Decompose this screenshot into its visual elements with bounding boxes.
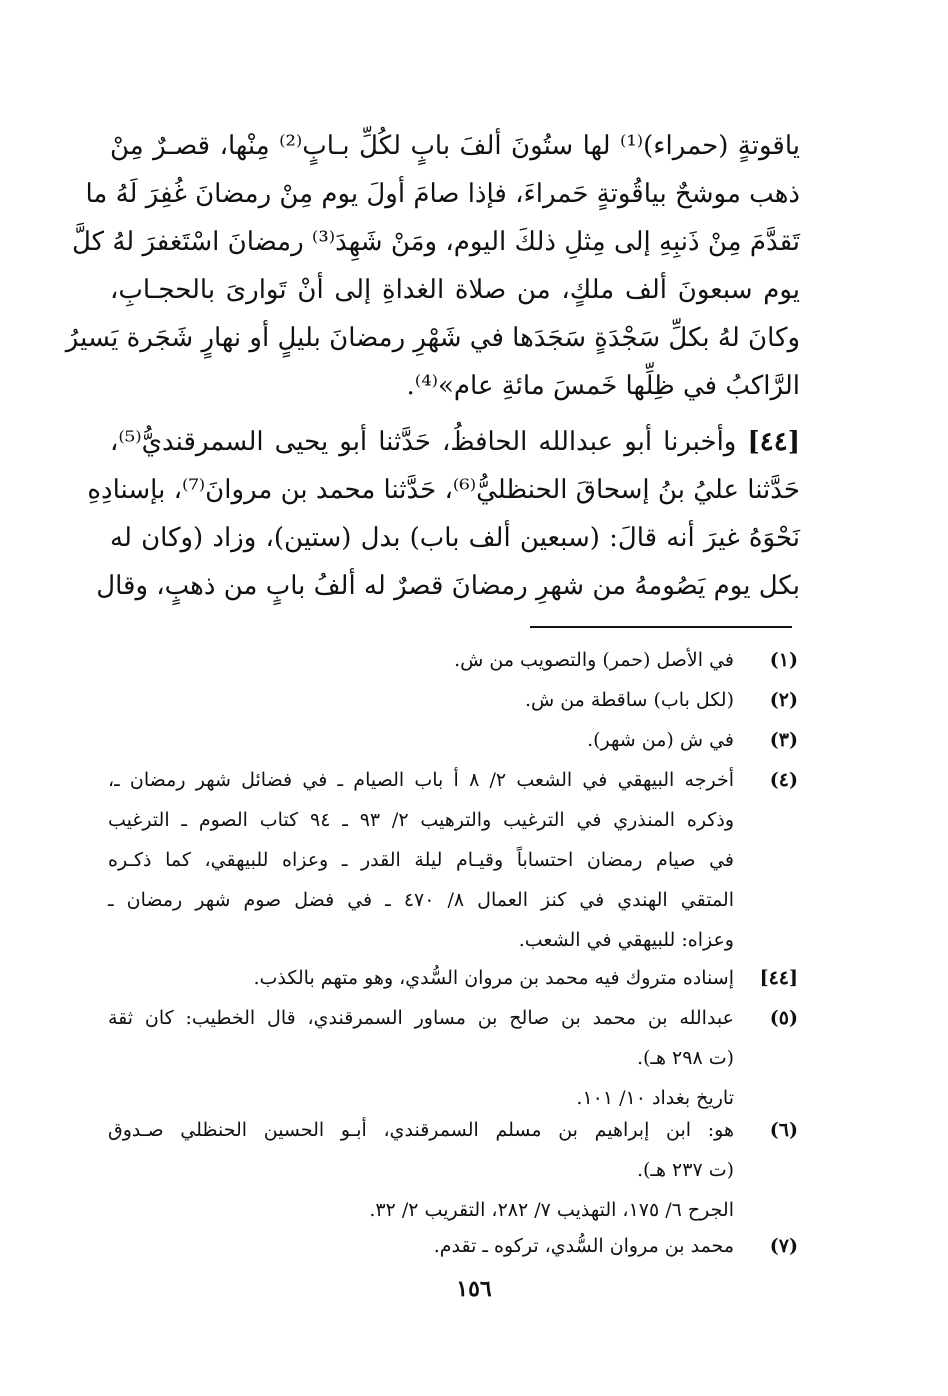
- main-text-line: الرَّاكبُ في ظِلِّها خَمسَ مائةِ عام»⁽⁴⁾.: [406, 371, 800, 401]
- footnote-text: [108, 1226, 734, 1266]
- footnote-line: في ش (من شهر).: [587, 729, 734, 751]
- main-text-line: نَحْوَهُ غيرَ أنه قالَ: (سبعين ألف باب) بدل (ستين)، وزاد (وكان له: [110, 523, 800, 553]
- footnote-line: وعزاه: للبيهقي في الشعب.: [518, 929, 734, 951]
- footnote-text: [108, 1110, 734, 1230]
- footnote-number: (٧): [769, 1235, 798, 1257]
- footnote-line: في صيام رمضان احتساباً وقيـام ليلة القدر ـ وعزاه للبيهقي، كما ذكـره: [108, 849, 734, 871]
- footnote-4: [108, 760, 798, 960]
- footnote-line: أخرجه البيهقي في الشعب ٢/ ٨ أ باب الصيام ـ في فضائل شهر رمضان ـ،: [108, 769, 734, 791]
- footnote-number: (٣): [769, 729, 798, 751]
- main-text-line: تَقدَّمَ مِنْ ذَنبِهِ إلى مِثلِ ذلكَ اليوم، ومَنْ شَهِدَ⁽³⁾ رمضانَ اسْتَغفرَ لهُ كلَّ: [71, 227, 800, 257]
- footnote-text: [108, 680, 734, 720]
- hadith-line-text: وأخبرنا أبو عبدالله الحافظُ، حَدَّثنا أبو يحيى السمرقنديُّ⁽⁵⁾،: [110, 427, 737, 457]
- footnote-3: [108, 720, 798, 760]
- footnote-number: (٥): [769, 1007, 798, 1029]
- footnote-text: [108, 640, 734, 680]
- footnote-text: [108, 998, 734, 1118]
- footnote-number: (١): [769, 649, 798, 671]
- footnote-line: (ت ٢٣٧ هـ).: [636, 1159, 734, 1181]
- footnote-line: عبدالله بن محمد بن صالح بن مساور السمرقندي، قال الخطيب: كان ثقة: [108, 1007, 734, 1029]
- footnote-number: [٤٤]: [759, 967, 798, 989]
- hadith-number: [٤٤]: [747, 427, 800, 457]
- footnote-text: [108, 958, 734, 998]
- footnote-6: [108, 1110, 798, 1230]
- footnote-line: (لكل باب) ساقطة من ش.: [524, 689, 734, 711]
- main-text-line: ذهب موشحٌ بياقُوتةٍ حَمراءَ، فإذا صامَ أولَ يوم مِنْ رمضانَ غُفِرَ لَهُ ما: [85, 179, 800, 209]
- main-text-line: بكل يوم يَصُومهُ من شهرِ رمضانَ قصرٌ له ألفُ بابٍ من ذهبٍ، وقال: [96, 571, 800, 601]
- footnote-separator: [530, 626, 792, 628]
- main-text-line: وكانَ لهُ بكلِّ سَجْدَةٍ سَجَدَها في شَهْرِ رمضانَ بليلٍ أو نهارٍ شَجَرة يَسيرُ: [65, 323, 800, 353]
- footnote-line: تاريخ بغداد ١٠/ ١٠١.: [576, 1087, 734, 1109]
- footnote-7: [108, 1226, 798, 1266]
- footnote-number: (٤): [769, 769, 798, 791]
- footnote-2: [108, 680, 798, 720]
- page-number: ١٥٦: [456, 1276, 492, 1302]
- footnote-line: هو: ابن إبراهيم بن مسلم السمرقندي، أبـو الحسين الحنظلي صـدوق: [108, 1119, 734, 1141]
- main-text-line: ياقوتةٍ (حمراء)⁽¹⁾ لها ستُونَ ألفَ بابٍ لكُلِّ بـابٍ⁽²⁾ مِنْها، قصـرٌ مِنْ: [110, 131, 800, 161]
- footnote-5: [108, 998, 798, 1118]
- footnote-44: [108, 958, 798, 998]
- footnote-number: (٢): [769, 689, 798, 711]
- footnote-text: [108, 720, 734, 760]
- hadith-44-first-line: [110, 418, 800, 466]
- footnote-1: [108, 640, 798, 680]
- footnote-line: الجرح ٦/ ١٧٥، التهذيب ٧/ ٢٨٢، التقريب ٢/ ٣٢.: [369, 1199, 734, 1221]
- footnote-line: المتقي الهندي في كنز العمال ٨/ ٤٧٠ ـ في فضل صوم شهر رمضان ـ: [108, 889, 734, 911]
- footnote-line: (ت ٢٩٨ هـ).: [636, 1047, 734, 1069]
- footnote-number: (٦): [769, 1119, 798, 1141]
- main-text-line: حَدَّثنا عليُ بنُ إسحاقَ الحنظليُّ⁽⁶⁾، حَدَّثنا محمد بن مروانَ⁽⁷⁾، بإسنادِهِ: [87, 475, 800, 505]
- footnote-line: وذكره المنذري في الترغيب والترهيب ٢/ ٩٣ ـ ٩٤ كتاب الصوم ـ الترغيب: [108, 809, 734, 831]
- footnote-line: إسناده متروك فيه محمد بن مروان السُّدي، وهو متهم بالكذب.: [253, 967, 734, 989]
- footnote-line: في الأصل (حمر) والتصويب من ش.: [454, 649, 734, 671]
- footnote-text: [108, 760, 734, 960]
- main-text-line: يوم سبعونَ ألف ملكٍ، من صلاة الغداةِ إلى أنْ تَوارىَ بالحجـابِ،: [110, 275, 800, 305]
- footnote-line: محمد بن مروان السُّدي، تركوه ـ تقدم.: [433, 1235, 734, 1257]
